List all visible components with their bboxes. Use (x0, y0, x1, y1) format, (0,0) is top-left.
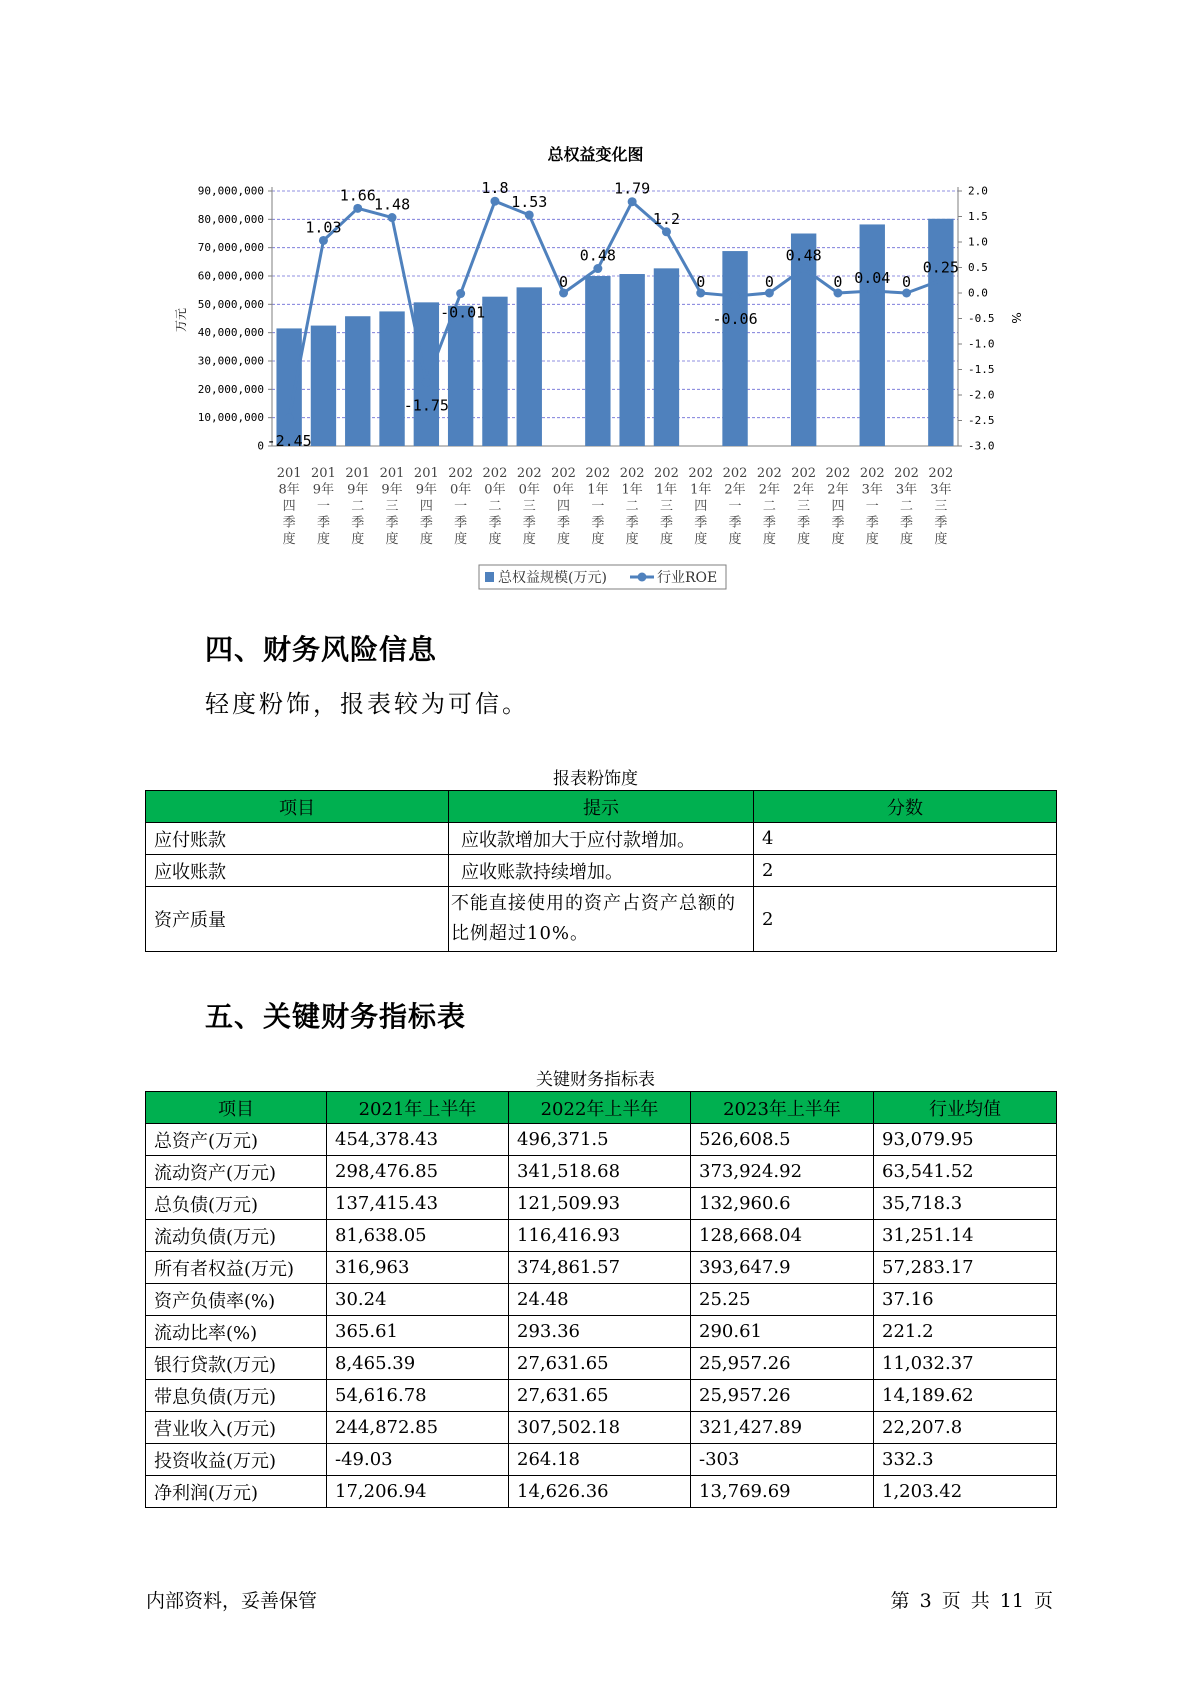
x-tick-label: 季 (316, 515, 330, 531)
table-cell: 8,465.39 (327, 1348, 509, 1380)
x-tick-label: 季 (419, 515, 433, 531)
x-tick-label: 季 (831, 515, 845, 531)
roe-data-label: 1.53 (511, 192, 548, 211)
x-tick-label: 一 (316, 499, 330, 514)
x-tick-label: 季 (522, 515, 536, 531)
roe-data-label: 0.04 (854, 268, 891, 287)
table-cell: 365.61 (327, 1316, 509, 1348)
y2-tick-label: -2.0 (968, 388, 995, 402)
table-row (146, 823, 1057, 855)
table-cell: 244,872.85 (327, 1412, 509, 1444)
x-tick-label: 四 (557, 499, 571, 514)
table-cell: 应收款增加大于应付款增加。 (449, 823, 754, 855)
x-tick-label: 季 (385, 515, 399, 531)
table-cell: 393,647.9 (691, 1252, 874, 1284)
header-cell: 项目 (146, 1092, 327, 1124)
table-cell: 带息负债(万元) (146, 1380, 327, 1412)
bar (379, 311, 404, 446)
x-tick-label: 四 (282, 499, 296, 514)
table-cell: 526,608.5 (691, 1124, 874, 1156)
table-cell: 137,415.43 (327, 1188, 509, 1220)
y-tick-label: 30,000,000 (197, 354, 264, 368)
table-cell: 374,861.57 (509, 1252, 691, 1284)
table-cell: 132,960.6 (691, 1188, 874, 1220)
table-cell: 资产质量 (146, 887, 449, 952)
x-tick-label: 度 (454, 532, 468, 547)
roe-point (731, 292, 740, 301)
table-cell: 93,079.95 (874, 1124, 1057, 1156)
x-tick-label: 一 (865, 499, 879, 514)
y2-tick-label: -1.0 (968, 337, 995, 351)
roe-data-label: 0 (833, 273, 843, 291)
table-row (146, 887, 1057, 952)
x-tick-label: 202 (825, 466, 851, 481)
x-tick-label: 度 (728, 532, 742, 547)
x-tick-label: 202 (482, 466, 508, 481)
header-cell: 行业均值 (874, 1092, 1057, 1124)
x-tick-label: 202 (894, 466, 919, 481)
bar (517, 287, 542, 446)
bar (482, 297, 507, 446)
y2-tick-label: 0.5 (968, 261, 988, 274)
x-tick-label: 度 (351, 532, 365, 547)
table-cell: 资产负债率(%) (146, 1284, 327, 1316)
bar (276, 328, 301, 446)
x-tick-label: 202 (756, 466, 782, 481)
x-tick-label: 四 (694, 499, 708, 514)
x-tick-label: 1年 (690, 482, 712, 498)
table-cell: 营业收入(万元) (146, 1412, 327, 1444)
x-tick-label: 202 (722, 466, 748, 481)
x-tick-label: 二 (762, 499, 776, 514)
table-cell: 11,032.37 (874, 1348, 1057, 1380)
y2-tick-label: 0.0 (968, 286, 988, 300)
table-cell: 37.16 (874, 1284, 1057, 1316)
table-row (146, 1316, 1057, 1348)
x-tick-label: 9年 (312, 482, 335, 498)
x-tick-label: 202 (654, 466, 679, 481)
table-cell: 25,957.26 (691, 1380, 874, 1412)
table-cell: 总资产(万元) (146, 1124, 327, 1156)
x-tick-label: 202 (551, 466, 576, 481)
table-cell: 13,769.69 (691, 1476, 874, 1508)
table-row (146, 1188, 1057, 1220)
table-cell: 116,416.93 (509, 1220, 691, 1252)
x-tick-label: 四 (831, 499, 845, 514)
table-cell: 454,378.43 (327, 1124, 509, 1156)
header-cell: 2023年上半年 (691, 1092, 874, 1124)
table-cell: 128,668.04 (691, 1220, 874, 1252)
table-cell: 应付账款 (146, 823, 449, 855)
x-tick-label: 季 (934, 515, 948, 531)
x-tick-label: 二 (351, 499, 365, 514)
table-cell: 14,189.62 (874, 1380, 1057, 1412)
table-cell: 27,631.65 (509, 1380, 691, 1412)
table-row (146, 1220, 1057, 1252)
x-tick-label: 1年 (587, 482, 609, 498)
table-row (146, 1412, 1057, 1444)
table-row (146, 1156, 1057, 1188)
y-tick-label: 80,000,000 (197, 212, 264, 226)
x-tick-label: 季 (762, 515, 776, 531)
x-tick-label: 三 (522, 499, 536, 514)
table-cell: 2 (754, 855, 1057, 887)
roe-data-label: 0.48 (579, 246, 616, 265)
x-tick-label: 202 (619, 466, 645, 481)
x-tick-label: 2年 (827, 482, 849, 498)
x-tick-label: 9年 (415, 482, 437, 498)
table-cell: 24.48 (509, 1284, 691, 1316)
table-cell: -303 (691, 1444, 874, 1476)
y2-tick-label: -0.5 (968, 312, 995, 325)
footer-page-number: 第 3 页 共 11 页 (890, 1590, 1053, 1612)
roe-point (353, 204, 362, 213)
roe-point (799, 264, 808, 273)
y-tick-label: 60,000,000 (197, 269, 264, 283)
roe-point (593, 264, 602, 273)
x-tick-label: 1年 (621, 482, 643, 498)
roe-point (285, 413, 294, 422)
x-tick-label: 202 (448, 466, 474, 481)
x-tick-label: 201 (345, 466, 371, 481)
table-cell: 35,718.3 (874, 1188, 1057, 1220)
table-cell: 14,626.36 (509, 1476, 691, 1508)
table-cell: 22,207.8 (874, 1412, 1057, 1444)
table-header-row (146, 1092, 1057, 1124)
x-tick-label: 度 (488, 532, 502, 547)
y-tick-label: 50,000,000 (197, 297, 264, 311)
risk-table (145, 790, 1057, 952)
table-cell: 31,251.14 (874, 1220, 1057, 1252)
x-tick-label: 201 (311, 466, 336, 481)
table-cell: 373,924.92 (691, 1156, 874, 1188)
x-tick-label: 度 (591, 532, 605, 547)
x-tick-label: 202 (585, 466, 611, 481)
table-cell: 332.3 (874, 1444, 1057, 1476)
roe-point (525, 210, 534, 219)
bar (722, 251, 747, 446)
x-tick-label: 度 (316, 532, 330, 547)
table-cell: 17,206.94 (327, 1476, 509, 1508)
table-cell: 293.36 (509, 1316, 691, 1348)
kpi-table (145, 1091, 1057, 1508)
roe-point (422, 378, 431, 387)
section5-heading: 五、关键财务指标表 (205, 1000, 467, 1033)
table-cell: 264.18 (509, 1444, 691, 1476)
table-row (146, 1124, 1057, 1156)
x-tick-label: 季 (694, 515, 708, 531)
table-cell: 316,963 (327, 1252, 509, 1284)
roe-data-label: 0.25 (922, 258, 959, 277)
y2-tick-label: 1.0 (968, 235, 988, 249)
table-cell: 应收账款 (146, 855, 449, 887)
table-row (146, 1380, 1057, 1412)
table-cell: 63,541.52 (874, 1156, 1057, 1188)
roe-data-label: 1.79 (614, 179, 651, 198)
x-tick-label: 度 (659, 532, 673, 547)
table-cell: 298,476.85 (327, 1156, 509, 1188)
roe-data-label: 1.66 (339, 186, 376, 205)
x-tick-label: 二 (625, 499, 639, 514)
table-cell: 2 (754, 887, 1057, 952)
roe-data-label: 0 (696, 273, 706, 291)
x-tick-label: 三 (797, 499, 811, 514)
x-tick-label: 202 (688, 466, 714, 481)
header-cell: 2021年上半年 (327, 1092, 509, 1124)
roe-data-label: 1.48 (373, 195, 411, 214)
x-tick-label: 0年 (552, 482, 575, 498)
x-tick-label: 202 (791, 466, 817, 481)
roe-data-label: 0 (559, 273, 569, 291)
x-tick-label: 8年 (278, 482, 300, 498)
x-tick-label: 2年 (793, 482, 815, 498)
y2-tick-label: -1.5 (968, 363, 995, 376)
risk-table-caption: 报表粉饰度 (553, 769, 638, 789)
y2-tick-label: -2.5 (968, 414, 995, 427)
roe-data-label: 0 (764, 273, 774, 291)
roe-point (319, 236, 328, 245)
x-tick-label: 202 (859, 466, 885, 481)
x-tick-label: 3年 (930, 482, 952, 498)
x-tick-label: 季 (454, 515, 468, 531)
x-tick-label: 0年 (450, 482, 472, 498)
x-tick-label: 2年 (758, 482, 780, 498)
x-tick-label: 度 (831, 532, 845, 547)
x-tick-label: 9年 (347, 482, 369, 498)
x-tick-label: 0年 (484, 482, 506, 498)
x-tick-label: 0年 (518, 482, 540, 498)
y2-tick-label: -3.0 (968, 439, 995, 453)
table-cell: 81,638.05 (327, 1220, 509, 1252)
header-cell: 分数 (754, 791, 1057, 823)
x-tick-label: 1年 (655, 482, 678, 498)
table-cell: 25.25 (691, 1284, 874, 1316)
legend-line-marker (638, 573, 647, 582)
x-tick-label: 2年 (724, 482, 746, 498)
chart-title: 总权益变化图 (547, 145, 644, 164)
bar (414, 302, 439, 446)
header-cell: 项目 (146, 791, 449, 823)
roe-point (628, 197, 637, 206)
x-tick-label: 度 (900, 532, 914, 547)
table-cell: -49.03 (327, 1444, 509, 1476)
y2-tick-label: 1.5 (968, 210, 988, 223)
table-row (146, 1252, 1057, 1284)
bar (654, 268, 679, 446)
roe-data-label: 0 (902, 273, 912, 291)
table-cell: 57,283.17 (874, 1252, 1057, 1284)
y-tick-label: 10,000,000 (197, 411, 264, 425)
y2-axis-title: % (1009, 312, 1023, 324)
table-cell: 总负债(万元) (146, 1188, 327, 1220)
section4-heading: 四、财务风险信息 (205, 633, 438, 666)
roe-point (662, 227, 671, 236)
table-cell: 应收账款持续增加。 (449, 855, 754, 887)
table-cell: 54,616.78 (327, 1380, 509, 1412)
x-tick-label: 季 (865, 515, 879, 531)
table-cell: 投资收益(万元) (146, 1444, 327, 1476)
x-tick-label: 度 (385, 532, 399, 547)
table-cell: 所有者权益(万元) (146, 1252, 327, 1284)
x-tick-label: 202 (516, 466, 542, 481)
x-tick-label: 季 (282, 515, 296, 531)
bar (448, 306, 473, 446)
table-cell: 1,203.42 (874, 1476, 1057, 1508)
x-tick-label: 一 (728, 499, 742, 514)
roe-point (456, 289, 465, 298)
x-tick-label: 一 (591, 499, 605, 514)
roe-data-label: -0.01 (440, 303, 486, 322)
table-cell: 341,518.68 (509, 1156, 691, 1188)
x-tick-label: 季 (351, 515, 365, 531)
y-tick-label: 0 (257, 439, 264, 453)
bar (619, 274, 644, 446)
table-cell: 290.61 (691, 1316, 874, 1348)
x-tick-label: 季 (728, 515, 742, 531)
x-tick-label: 9年 (381, 482, 403, 498)
x-tick-label: 度 (762, 532, 776, 547)
roe-data-label: 0.48 (785, 246, 822, 265)
legend-bar-label: 总权益规模(万元) (498, 570, 607, 586)
x-tick-label: 二 (488, 499, 502, 514)
table-cell: 321,427.89 (691, 1412, 874, 1444)
x-tick-label: 202 (928, 466, 954, 481)
table-cell: 27,631.65 (509, 1348, 691, 1380)
table-cell: 121,509.93 (509, 1188, 691, 1220)
x-tick-label: 度 (522, 532, 536, 547)
table-cell: 流动资产(万元) (146, 1156, 327, 1188)
y-tick-label: 40,000,000 (197, 326, 264, 340)
header-cell: 提示 (449, 791, 754, 823)
x-tick-label: 四 (419, 499, 433, 514)
roe-data-label: -2.45 (266, 431, 312, 450)
x-tick-label: 度 (282, 532, 296, 547)
x-tick-label: 201 (413, 466, 439, 481)
x-tick-label: 201 (379, 466, 405, 481)
table-cell: 4 (754, 823, 1057, 855)
x-tick-label: 季 (797, 515, 811, 531)
header-cell: 2022年上半年 (509, 1092, 691, 1124)
table-cell: 307,502.18 (509, 1412, 691, 1444)
bar (860, 224, 885, 446)
risk-summary: 轻度粉饰，报表较为可信。 (205, 690, 529, 718)
x-tick-label: 三 (934, 499, 948, 514)
table-cell: 净利润(万元) (146, 1476, 327, 1508)
x-tick-label: 3年 (861, 482, 883, 498)
table-cell: 流动负债(万元) (146, 1220, 327, 1252)
table-row (146, 1284, 1057, 1316)
x-tick-label: 度 (797, 532, 811, 547)
x-tick-label: 度 (934, 532, 948, 547)
x-tick-label: 度 (419, 532, 433, 547)
footer-confidential: 内部资料，妥善保管 (146, 1590, 318, 1612)
x-tick-label: 季 (900, 515, 914, 531)
table-row (146, 855, 1057, 887)
x-tick-label: 201 (276, 466, 302, 481)
roe-data-label: 1.03 (305, 218, 342, 237)
bar (311, 326, 336, 446)
roe-point (388, 213, 397, 222)
table-cell: 221.2 (874, 1316, 1057, 1348)
x-tick-label: 三 (659, 499, 673, 514)
y-tick-label: 20,000,000 (197, 382, 264, 396)
y2-tick-label: 2.0 (968, 184, 988, 198)
x-tick-label: 一 (454, 499, 468, 514)
kpi-table-caption: 关键财务指标表 (536, 1070, 655, 1090)
x-tick-label: 季 (625, 515, 639, 531)
roe-point (936, 276, 945, 285)
x-tick-label: 季 (488, 515, 502, 531)
y-tick-label: 90,000,000 (197, 184, 264, 198)
bar (585, 276, 610, 446)
bar (928, 219, 953, 446)
roe-data-label: 1.8 (481, 179, 509, 198)
x-tick-label: 度 (694, 532, 708, 547)
table-cell: 30.24 (327, 1284, 509, 1316)
table-row (146, 1348, 1057, 1380)
roe-data-label: -1.75 (403, 396, 449, 415)
x-tick-label: 二 (900, 499, 914, 514)
table-cell: 496,371.5 (509, 1124, 691, 1156)
table-row (146, 1444, 1057, 1476)
bar (345, 316, 370, 446)
table-row (146, 1476, 1057, 1508)
x-tick-label: 度 (865, 532, 879, 547)
table-header-row (146, 791, 1057, 823)
equity-roe-chart (0, 0, 1191, 600)
x-tick-label: 3年 (895, 482, 918, 498)
roe-point (490, 197, 499, 206)
table-cell: 流动比率(%) (146, 1316, 327, 1348)
x-tick-label: 度 (625, 532, 639, 547)
x-tick-label: 度 (557, 532, 571, 547)
table-cell: 25,957.26 (691, 1348, 874, 1380)
table-cell: 不能直接使用的资产占资产总额的比例超过10%。 (449, 887, 754, 952)
x-tick-label: 季 (591, 515, 605, 531)
legend-line-label: 行业ROE (657, 570, 718, 586)
roe-data-label: 1.2 (652, 209, 680, 228)
roe-point (868, 286, 877, 295)
roe-data-label: -0.06 (712, 310, 758, 329)
x-tick-label: 季 (557, 515, 571, 531)
x-tick-label: 季 (659, 515, 673, 531)
legend-bar-swatch (485, 572, 494, 582)
y-tick-label: 70,000,000 (197, 241, 264, 255)
x-tick-label: 三 (385, 499, 399, 514)
y-axis-title: 万元 (174, 307, 188, 333)
table-cell: 银行贷款(万元) (146, 1348, 327, 1380)
